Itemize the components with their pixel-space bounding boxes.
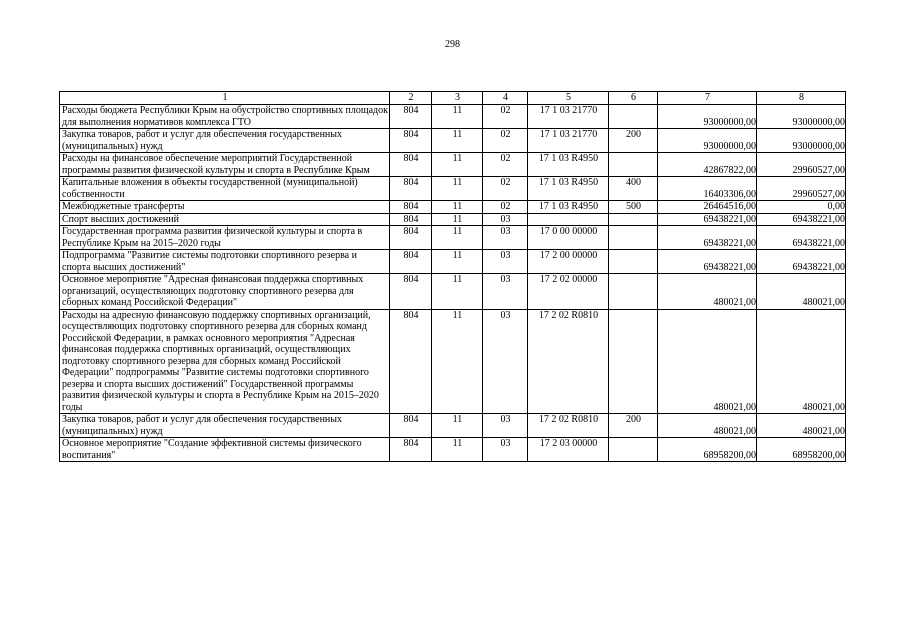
expense-type-cell: 200 bbox=[609, 414, 658, 438]
section-cell: 11 bbox=[432, 274, 483, 310]
table-row bbox=[60, 105, 846, 129]
row-name-cell: Закупка товаров, работ и услуг для обеспечения государственных (муниципальных) нужд bbox=[60, 129, 390, 153]
ministry-code-cell: 804 bbox=[390, 177, 432, 201]
amount-year2-cell: 93000000,00 bbox=[757, 105, 846, 129]
section-cell: 11 bbox=[432, 213, 483, 226]
row-name-cell: Спорт высших достижений bbox=[60, 213, 390, 226]
amount-year2-cell: 69438221,00 bbox=[757, 213, 846, 226]
row-name-cell: Закупка товаров, работ и услуг для обеспечения государственных (муниципальных) нужд bbox=[60, 414, 390, 438]
expense-type-cell bbox=[609, 309, 658, 414]
budget-table bbox=[59, 91, 846, 462]
subsection-cell: 03 bbox=[483, 414, 528, 438]
column-header: 7 bbox=[658, 92, 757, 105]
target-article-cell: 17 2 02 R0810 bbox=[528, 414, 609, 438]
row-name-cell: Основное мероприятие "Создание эффективной системы физического воспитания" bbox=[60, 438, 390, 462]
column-header: 5 bbox=[528, 92, 609, 105]
expense-type-cell: 400 bbox=[609, 177, 658, 201]
amount-year1-cell: 69438221,00 bbox=[658, 250, 757, 274]
amount-year2-cell: 480021,00 bbox=[757, 274, 846, 310]
target-article-cell: 17 1 03 R4950 bbox=[528, 201, 609, 214]
amount-year2-cell: 480021,00 bbox=[757, 414, 846, 438]
table-row bbox=[60, 438, 846, 462]
amount-year1-cell: 480021,00 bbox=[658, 414, 757, 438]
ministry-code-cell: 804 bbox=[390, 250, 432, 274]
section-cell: 11 bbox=[432, 309, 483, 414]
amount-year1-cell: 69438221,00 bbox=[658, 226, 757, 250]
subsection-cell: 03 bbox=[483, 309, 528, 414]
amount-year2-cell: 69438221,00 bbox=[757, 226, 846, 250]
ministry-code-cell: 804 bbox=[390, 309, 432, 414]
row-name-cell: Расходы бюджета Республики Крым на обустройство спортивных площадок для выполнения нормативов комплекса ГТО bbox=[60, 105, 390, 129]
subsection-cell: 03 bbox=[483, 274, 528, 310]
section-cell: 11 bbox=[432, 201, 483, 214]
row-name-cell: Государственная программа развития физической культуры и спорта в Республике Крым на 2015–2020 годы bbox=[60, 226, 390, 250]
amount-year2-cell: 69438221,00 bbox=[757, 250, 846, 274]
expense-type-cell: 500 bbox=[609, 201, 658, 214]
subsection-cell: 02 bbox=[483, 129, 528, 153]
section-cell: 11 bbox=[432, 177, 483, 201]
section-cell: 11 bbox=[432, 105, 483, 129]
expense-type-cell bbox=[609, 250, 658, 274]
ministry-code-cell: 804 bbox=[390, 105, 432, 129]
table-row bbox=[60, 414, 846, 438]
amount-year1-cell: 93000000,00 bbox=[658, 129, 757, 153]
ministry-code-cell: 804 bbox=[390, 274, 432, 310]
amount-year1-cell: 69438221,00 bbox=[658, 213, 757, 226]
amount-year2-cell: 0,00 bbox=[757, 201, 846, 214]
amount-year2-cell: 29960527,00 bbox=[757, 153, 846, 177]
amount-year1-cell: 26464516,00 bbox=[658, 201, 757, 214]
table-row bbox=[60, 274, 846, 310]
ministry-code-cell: 804 bbox=[390, 213, 432, 226]
amount-year1-cell: 42867822,00 bbox=[658, 153, 757, 177]
subsection-cell: 03 bbox=[483, 226, 528, 250]
expense-type-cell bbox=[609, 438, 658, 462]
subsection-cell: 02 bbox=[483, 153, 528, 177]
amount-year1-cell: 16403306,00 bbox=[658, 177, 757, 201]
target-article-cell: 17 2 03 00000 bbox=[528, 438, 609, 462]
amount-year2-cell: 93000000,00 bbox=[757, 129, 846, 153]
column-header: 6 bbox=[609, 92, 658, 105]
target-article-cell: 17 2 02 00000 bbox=[528, 274, 609, 310]
target-article-cell: 17 2 02 R0810 bbox=[528, 309, 609, 414]
subsection-cell: 02 bbox=[483, 177, 528, 201]
subsection-cell: 03 bbox=[483, 213, 528, 226]
table-row bbox=[60, 129, 846, 153]
amount-year1-cell: 68958200,00 bbox=[658, 438, 757, 462]
ministry-code-cell: 804 bbox=[390, 129, 432, 153]
column-header: 4 bbox=[483, 92, 528, 105]
table-row bbox=[60, 201, 846, 214]
table-row bbox=[60, 177, 846, 201]
section-cell: 11 bbox=[432, 129, 483, 153]
subsection-cell: 02 bbox=[483, 201, 528, 214]
expense-type-cell bbox=[609, 213, 658, 226]
section-cell: 11 bbox=[432, 438, 483, 462]
table-row bbox=[60, 250, 846, 274]
section-cell: 11 bbox=[432, 250, 483, 274]
amount-year2-cell: 68958200,00 bbox=[757, 438, 846, 462]
expense-type-cell bbox=[609, 153, 658, 177]
amount-year1-cell: 93000000,00 bbox=[658, 105, 757, 129]
target-article-cell: 17 1 03 21770 bbox=[528, 129, 609, 153]
expense-type-cell bbox=[609, 226, 658, 250]
row-name-cell: Межбюджетные трансферты bbox=[60, 201, 390, 214]
header-row bbox=[60, 92, 846, 105]
row-name-cell: Расходы на финансовое обеспечение мероприятий Государственной программы развития физической культуры и спорта в Республике Крым bbox=[60, 153, 390, 177]
target-article-cell: 17 2 00 00000 bbox=[528, 250, 609, 274]
section-cell: 11 bbox=[432, 226, 483, 250]
amount-year2-cell: 480021,00 bbox=[757, 309, 846, 414]
amount-year1-cell: 480021,00 bbox=[658, 309, 757, 414]
expense-type-cell bbox=[609, 105, 658, 129]
section-cell: 11 bbox=[432, 153, 483, 177]
column-header: 3 bbox=[432, 92, 483, 105]
ministry-code-cell: 804 bbox=[390, 201, 432, 214]
expense-type-cell: 200 bbox=[609, 129, 658, 153]
target-article-cell bbox=[528, 213, 609, 226]
budget-table-body bbox=[60, 92, 846, 462]
row-name-cell: Капитальные вложения в объекты государственной (муниципальной) собственности bbox=[60, 177, 390, 201]
expense-type-cell bbox=[609, 274, 658, 310]
column-header: 8 bbox=[757, 92, 846, 105]
column-header: 2 bbox=[390, 92, 432, 105]
amount-year2-cell: 29960527,00 bbox=[757, 177, 846, 201]
ministry-code-cell: 804 bbox=[390, 153, 432, 177]
table-row bbox=[60, 153, 846, 177]
target-article-cell: 17 0 00 00000 bbox=[528, 226, 609, 250]
subsection-cell: 02 bbox=[483, 105, 528, 129]
subsection-cell: 03 bbox=[483, 250, 528, 274]
column-header: 1 bbox=[60, 92, 390, 105]
table-row bbox=[60, 309, 846, 414]
page-number: 298 bbox=[445, 39, 460, 50]
row-name-cell: Подпрограмма "Развитие системы подготовки спортивного резерва и спорта высших достижений" bbox=[60, 250, 390, 274]
target-article-cell: 17 1 03 R4950 bbox=[528, 153, 609, 177]
section-cell: 11 bbox=[432, 414, 483, 438]
amount-year1-cell: 480021,00 bbox=[658, 274, 757, 310]
row-name-cell: Расходы на адресную финансовую поддержку спортивных организаций, осуществляющих подготовку спортивного резерва для сборных команд Российской Федерации, в рамках основного мероприятия "Адресная финансовая поддержка спортивных организаций, осуществляющих подготовку спортивного резерва для сборных команд Российской Федерации" подпрограммы "Развитие системы подготовки спортивного резерва и спорта высших достижений" Государственной программы развития физической культуры и спорта в Республике Крым на 2015–2020 годы bbox=[60, 309, 390, 414]
table-row bbox=[60, 226, 846, 250]
subsection-cell: 03 bbox=[483, 438, 528, 462]
target-article-cell: 17 1 03 R4950 bbox=[528, 177, 609, 201]
ministry-code-cell: 804 bbox=[390, 226, 432, 250]
row-name-cell: Основное мероприятие "Адресная финансовая поддержка спортивных организаций, осуществляющих подготовку спортивного резерва для сборных команд Российской Федерации" bbox=[60, 274, 390, 310]
ministry-code-cell: 804 bbox=[390, 414, 432, 438]
target-article-cell: 17 1 03 21770 bbox=[528, 105, 609, 129]
ministry-code-cell: 804 bbox=[390, 438, 432, 462]
table-row bbox=[60, 213, 846, 226]
